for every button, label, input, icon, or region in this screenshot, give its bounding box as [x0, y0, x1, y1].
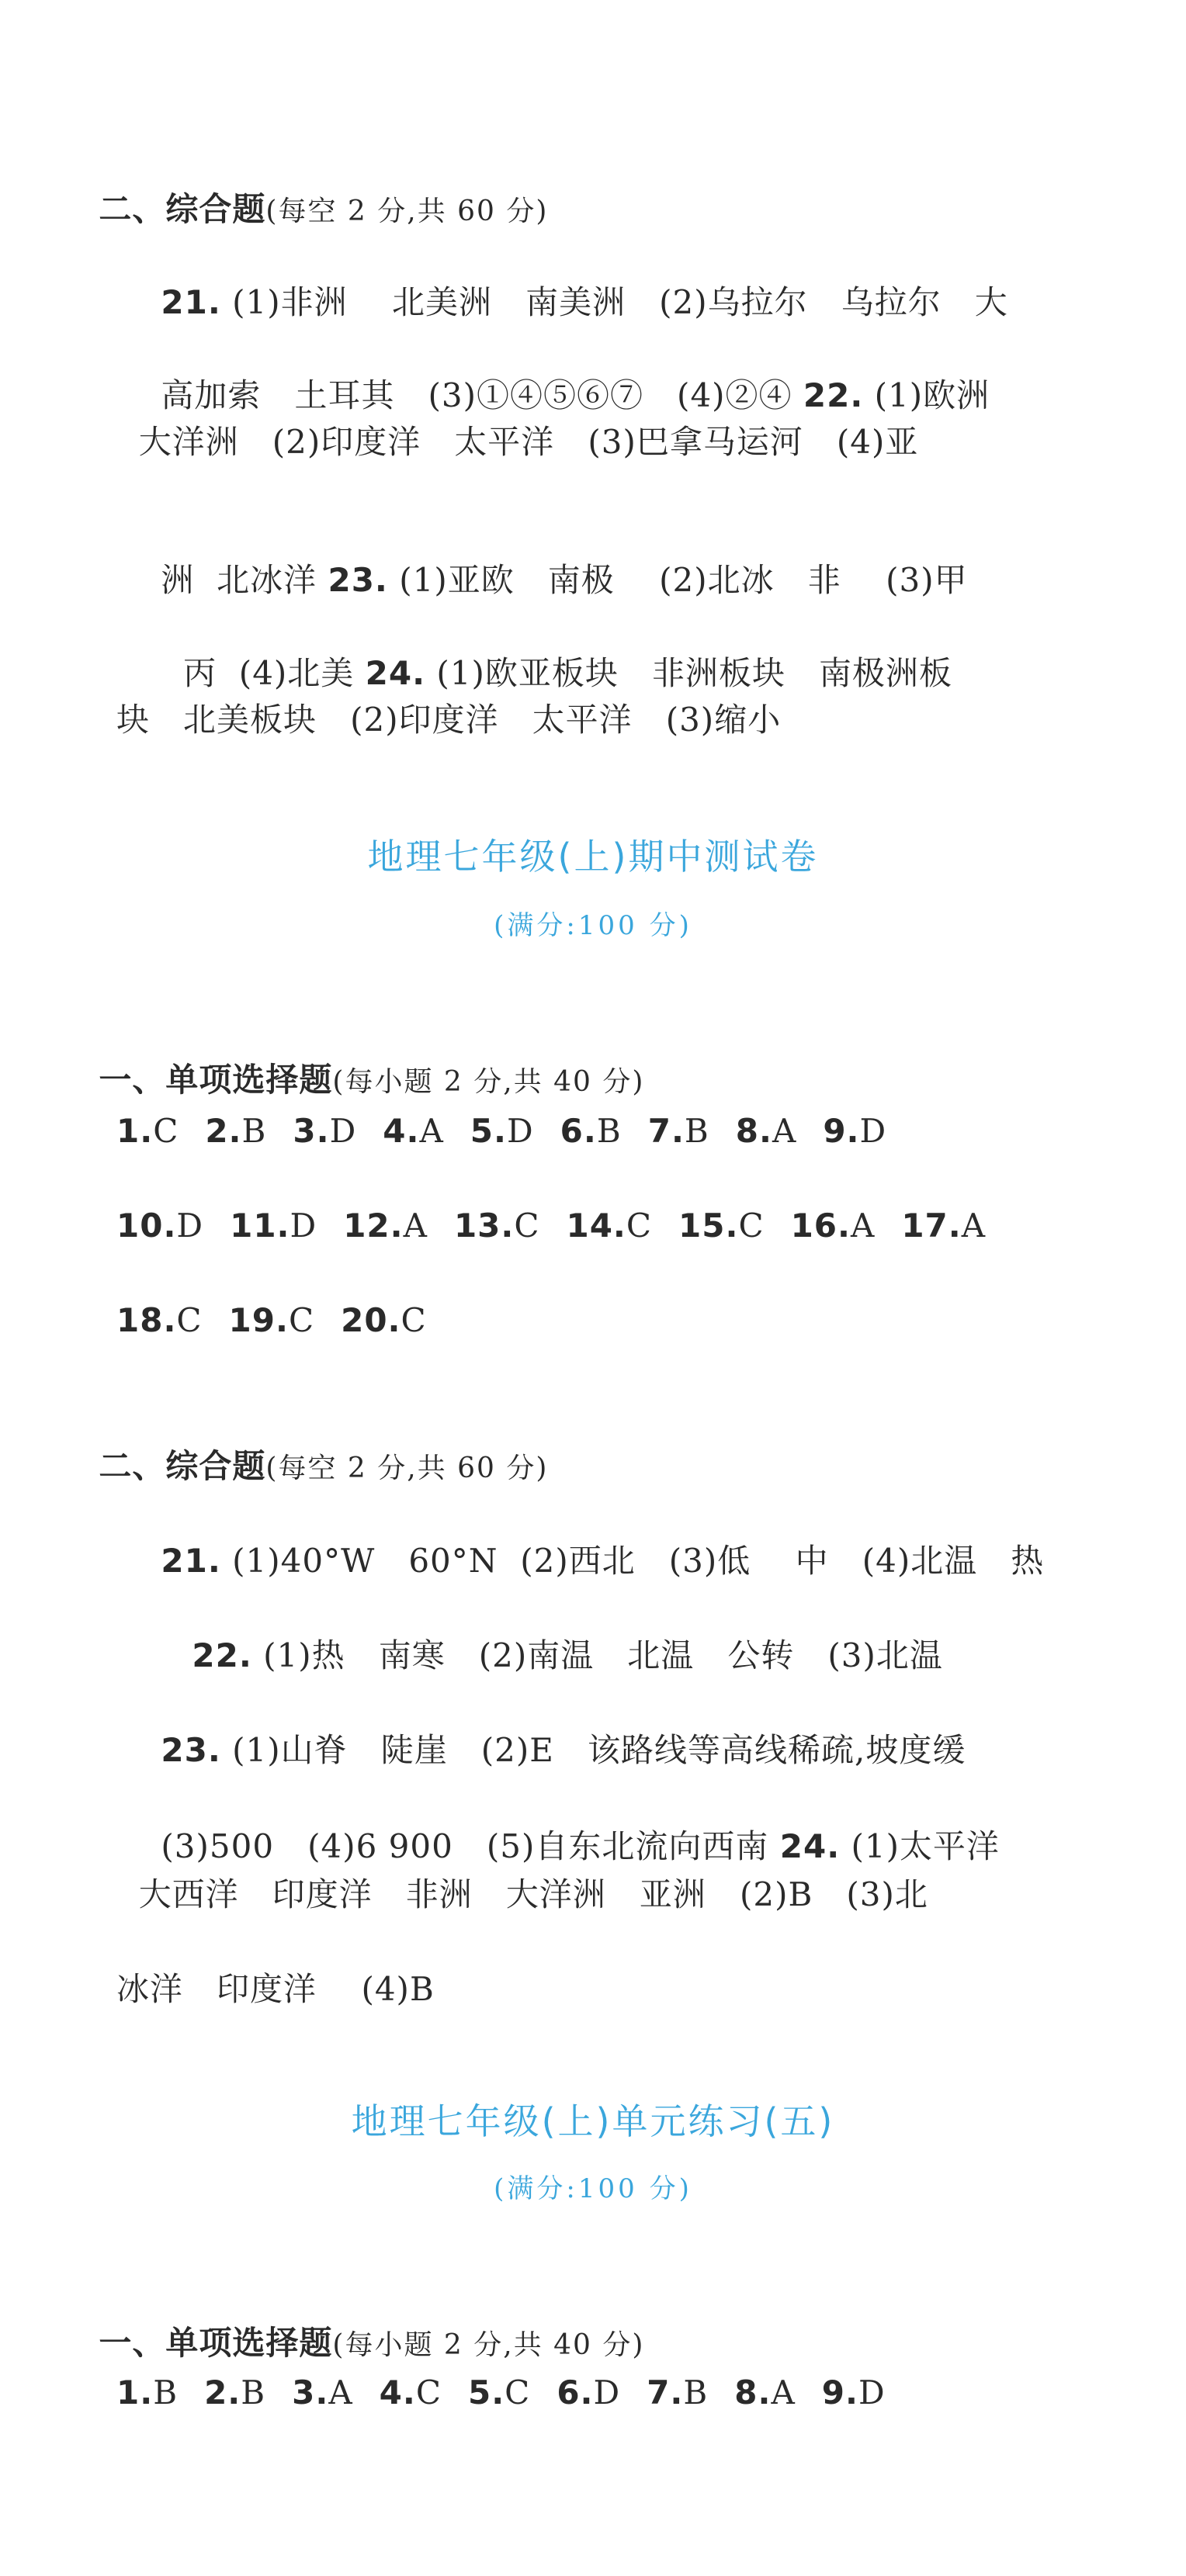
answer-text: (1)热 南寒 (2)南温 北温 公转 (3)北温: [251, 1636, 943, 1674]
answer-letter: B: [241, 2373, 266, 2412]
answer-text: (1)40°W 60°N (2)西北 (3)低 中 (4)北温 热: [220, 1542, 1045, 1580]
section-heading: [54, 1397, 1186, 1485]
question-number: 5.: [470, 1112, 507, 1150]
question-number: 17.: [901, 1207, 962, 1245]
choice-answer: [560, 1112, 622, 1150]
answer-text: (1)山脊 陡崖 (2)E 该路线等高线稀疏,坡度缓: [220, 1731, 966, 1769]
question-number: 6.: [560, 1112, 597, 1150]
choice-answer: [454, 1207, 540, 1245]
answer-letter: A: [850, 1207, 876, 1245]
choice-answer: [678, 1207, 765, 1245]
answer-letter: D: [290, 1207, 317, 1245]
choice-answer: [383, 1112, 444, 1150]
answer-text: (1)亚欧 南极 (2)北冰 非 (3)甲: [387, 561, 968, 599]
choice-answer: [229, 1301, 315, 1339]
answer-text: (1)非洲 北美洲 南美洲 (2)乌拉尔 乌拉尔 大: [220, 283, 1008, 321]
choice-answer: [734, 2373, 796, 2412]
choice-answer: [116, 1301, 203, 1339]
answer-letter: A: [771, 2373, 796, 2412]
section-heading-note: (每小题 2 分,共 40 分): [332, 1066, 645, 1098]
question-number: 9.: [823, 1112, 860, 1150]
answer-letter: A: [328, 2373, 353, 2412]
choice-answer: [470, 1112, 534, 1150]
question-number: 12.: [343, 1207, 404, 1245]
choice-answer: [566, 1207, 652, 1245]
answer-line: [116, 326, 1186, 414]
choice-answer: [116, 1207, 203, 1245]
choice-answer: [557, 2373, 620, 2412]
answer-letter: C: [176, 1301, 203, 1339]
answer-line: [116, 233, 1186, 321]
answer-letter: D: [593, 2373, 621, 2412]
question-number: 7.: [647, 1112, 685, 1150]
exam-subtitle: (满分:100 分): [494, 2173, 692, 2204]
question-number: 15.: [678, 1207, 739, 1245]
choice-answer: [822, 2373, 886, 2412]
choice-answer: [204, 2373, 265, 2412]
answer-letter: C: [738, 1207, 765, 1245]
question-number: 8.: [734, 2373, 772, 2412]
question-number: 10.: [116, 1207, 177, 1245]
answer-line: 大洋洲 (2)印度洋 太平洋 (3)巴拿马运河 (4)亚: [116, 423, 919, 461]
choice-answer: [116, 1112, 179, 1150]
question-number: 6.: [557, 2373, 594, 2412]
choice-answer: [292, 2373, 353, 2412]
section-heading-note: (每小题 2 分,共 40 分): [332, 2329, 645, 2361]
question-number: 4.: [379, 2373, 416, 2412]
question-number: 19.: [228, 1301, 289, 1339]
answer-letter: C: [514, 1207, 540, 1245]
answer-letter: C: [153, 1112, 179, 1150]
answer-line: [116, 1681, 1186, 1769]
section-heading-label: 二、综合题: [99, 190, 266, 228]
answer-letter: D: [329, 1112, 357, 1150]
question-number: 13.: [453, 1207, 515, 1245]
question-number: 16.: [790, 1207, 851, 1245]
answer-line: 冰洋 印度洋 (4)B: [116, 1970, 435, 2008]
answer-letter: D: [506, 1112, 534, 1150]
question-number: 2.: [205, 1112, 242, 1150]
section-heading-note: (每空 2 分,共 60 分): [265, 196, 549, 227]
section-heading: [54, 1010, 1186, 1099]
exam-subtitle: (满分:100 分): [494, 910, 692, 941]
question-number: 22.: [803, 376, 864, 414]
answer-letter: D: [176, 1207, 204, 1245]
question-number: 9.: [821, 2373, 858, 2412]
answer-line: 块 北美板块 (2)印度洋 太平洋 (3)缩小: [116, 701, 782, 739]
answer-letter: B: [683, 2373, 709, 2412]
section-heading-label: 一、单项选择题: [99, 1061, 333, 1099]
choice-answer: [468, 2373, 530, 2412]
choice-answer: [647, 2373, 708, 2412]
answer-text: 丙 (4)北美: [161, 654, 366, 692]
choice-row: [116, 1297, 1186, 1344]
answer-line: 大西洋 印度洋 非洲 大洋洲 亚洲 (2)B (3)北: [116, 1875, 928, 1913]
answer-line: [116, 1777, 1186, 1865]
question-number: 2.: [204, 2373, 241, 2412]
answer-text: (1)太平洋: [840, 1827, 1000, 1865]
answer-letter: D: [859, 1112, 887, 1150]
question-number: 5.: [467, 2373, 505, 2412]
question-number: 3.: [293, 1112, 330, 1150]
question-number: 8.: [735, 1112, 772, 1150]
answer-line: [116, 1491, 1186, 1580]
answer-line: [116, 604, 1186, 692]
question-number: 24.: [365, 654, 426, 692]
choice-answer: [380, 2373, 442, 2412]
answer-text: 高加索 土耳其 (3)①④⑤⑥⑦ (4)②④: [161, 376, 803, 414]
section-heading: [54, 140, 1186, 228]
answer-letter: D: [858, 2373, 886, 2412]
answer-text: (3)500 (4)6 900 (5)自东北流向西南: [161, 1827, 780, 1865]
answer-letter: C: [626, 1207, 653, 1245]
choice-answer: [205, 1112, 266, 1150]
question-number: 22.: [192, 1636, 252, 1674]
question-number: 21.: [161, 1542, 221, 1580]
choice-answer: [230, 1207, 317, 1245]
question-number: 20.: [341, 1301, 401, 1339]
section-heading-label: 一、单项选择题: [99, 2324, 333, 2362]
answer-letter: B: [596, 1112, 622, 1150]
choice-answer: [648, 1112, 709, 1150]
answer-letter: A: [961, 1207, 987, 1245]
choice-answer: [293, 1112, 356, 1150]
choice-row: [116, 2370, 1186, 2416]
question-number: 18.: [116, 1301, 177, 1339]
question-number: 24.: [779, 1827, 841, 1865]
choice-answer: [791, 1207, 876, 1245]
answer-letter: A: [419, 1112, 444, 1150]
question-number: 14.: [566, 1207, 626, 1245]
answer-text: (1)欧洲: [863, 376, 990, 414]
exam-title: 地理七年级(上)单元练习(五): [351, 2100, 835, 2142]
choice-answer: [736, 1112, 797, 1150]
section-heading: [54, 2273, 1186, 2362]
exam-title: 地理七年级(上)期中测试卷: [367, 836, 819, 878]
section-heading-label: 二、综合题: [99, 1447, 266, 1485]
answer-letter: A: [772, 1112, 797, 1150]
question-number: 23.: [161, 1731, 221, 1769]
answer-letter: C: [401, 1301, 427, 1339]
answer-line: [116, 511, 1186, 599]
question-number: 1.: [116, 1112, 154, 1150]
question-number: 23.: [328, 561, 388, 599]
answer-letter: B: [684, 1112, 709, 1150]
choice-answer: [341, 1301, 427, 1339]
question-number: 1.: [116, 2373, 154, 2412]
answer-line: [147, 1586, 1186, 1674]
choice-answer: [823, 1112, 886, 1150]
answer-letter: C: [505, 2373, 531, 2412]
answer-letter: A: [403, 1207, 428, 1245]
answer-letter: C: [415, 2373, 442, 2412]
section-heading-note: (每空 2 分,共 60 分): [265, 1452, 549, 1484]
choice-answer: [343, 1207, 428, 1245]
answer-letter: B: [241, 1112, 267, 1150]
question-number: 21.: [161, 283, 221, 321]
choice-row: [116, 1108, 1186, 1155]
answer-letter: C: [288, 1301, 315, 1339]
question-number: 7.: [647, 2373, 684, 2412]
question-number: 4.: [383, 1112, 420, 1150]
answer-text: (1)欧亚板块 非洲板块 南极洲板: [425, 654, 953, 692]
question-number: 11.: [230, 1207, 290, 1245]
question-number: 3.: [292, 2373, 329, 2412]
answer-letter: B: [153, 2373, 179, 2412]
choice-answer: [116, 2373, 178, 2412]
choice-row: [116, 1203, 1186, 1249]
answer-text: 洲 北冰洋: [161, 561, 328, 599]
choice-answer: [901, 1207, 986, 1245]
